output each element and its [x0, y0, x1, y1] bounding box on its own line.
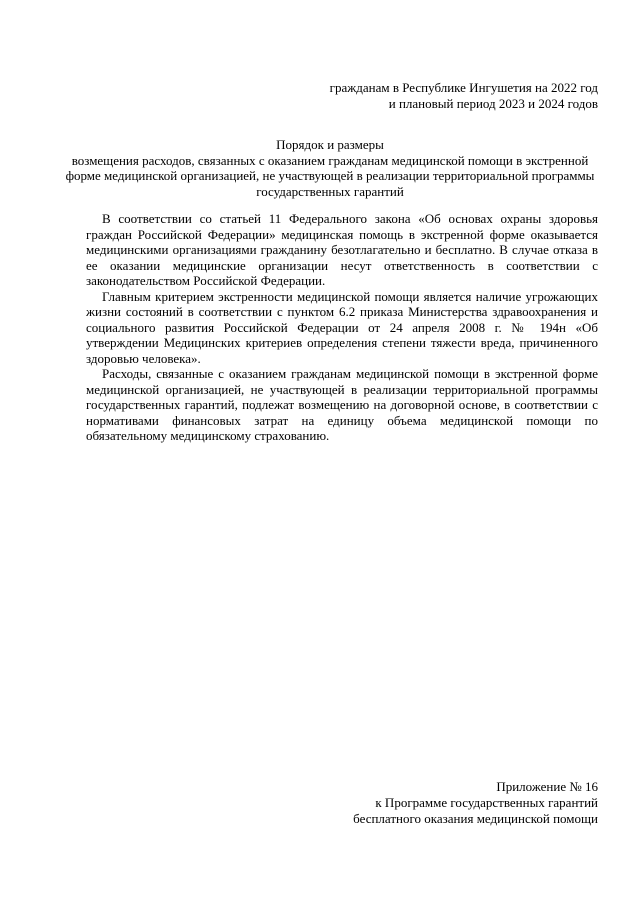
appendix-line-1: Приложение № 16 [496, 779, 598, 794]
title-line-4: государственных гарантий [256, 183, 404, 199]
title-line-2: возмещения расходов, связанных с оказанием гражданам медицинской помощи в экстренной [71, 152, 589, 168]
appendix-line-2: к Программе государственных гарантий [375, 795, 598, 810]
appendix-reference [353, 779, 598, 827]
header-reference [330, 80, 598, 112]
body-paragraph-2: Главным критерием экстренности медицинской помощи является наличие угрожающих жизни состояний в соответствии с пунктом 6.2 приказа Министерства здравоохранения и социального развития Российской Федерации от 24 апреля 2008 г. № 194н «Об утверждении Медицинских критериев определения степени тяжести вреда, причиненного здоровью человека». [86, 288, 598, 366]
document-body [86, 211, 598, 444]
title-line-3: форме медицинской организацией, не участвующей в реализации территориальной программы [65, 168, 595, 183]
header-line-2: и плановый период 2023 и 2024 годов [388, 96, 598, 111]
body-paragraph-3: Расходы, связанные с оказанием гражданам медицинской помощи в экстренной форме медицинской организацией, не участвующей в реализации территориальной программы государственных гарантий, подлежат возмещению на договорной основе, в соответствии с нормативами финансовых затрат на единицу объема медицинской помощи по обязательному медицинскому страхованию. [86, 366, 598, 443]
title-line-1: Порядок и размеры [276, 137, 384, 152]
body-paragraph-1: В соответствии со статьей 11 Федерального закона «Об основах охраны здоровья граждан Российской Федерации» медицинская помощь в экстренной форме оказывается медицинскими организациями гражданину безотлагательно и бесплатно. В случае отказа в ее оказании медицинские организации несут ответственность в соответствии с законодательством Российской Федерации. [86, 211, 598, 288]
header-line-1: гражданам в Республике Ингушетия на 2022 год [329, 80, 598, 95]
document-title [60, 137, 600, 199]
appendix-line-3: бесплатного оказания медицинской помощи [353, 811, 598, 826]
